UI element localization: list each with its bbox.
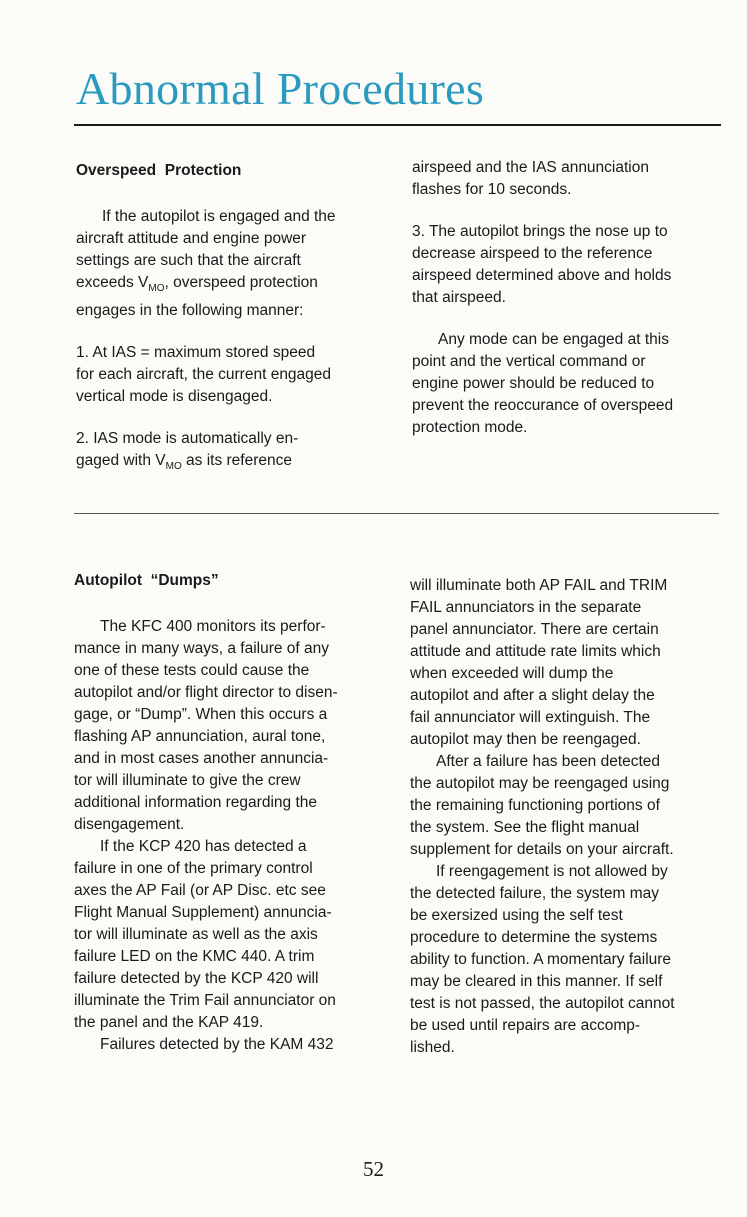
text-line: one of these tests could cause the bbox=[74, 662, 310, 679]
text-line: tor will illuminate to give the crew bbox=[74, 772, 301, 789]
text-line: disengagement. bbox=[74, 816, 185, 833]
section-divider bbox=[74, 513, 719, 514]
overspeed-left-column bbox=[76, 160, 386, 478]
overspeed-item2-line-vmo bbox=[76, 450, 386, 478]
overspeed-p1-line: If the autopilot is engaged and the bbox=[102, 208, 336, 225]
overspeed-p1-line-vmo bbox=[76, 272, 386, 300]
text-line: If the KCP 420 has detected a bbox=[100, 838, 307, 855]
text-line: autopilot and/or flight director to disen- bbox=[74, 684, 338, 701]
overspeed-p2-line: protection mode. bbox=[412, 419, 528, 436]
overspeed-item3-line: airspeed determined above and holds bbox=[412, 267, 672, 284]
dumps-left-text bbox=[74, 616, 386, 1056]
dumps-right-column bbox=[410, 575, 726, 1059]
overspeed-p2-line: engine power should be reduced to bbox=[412, 375, 655, 392]
overspeed-right-column bbox=[412, 157, 722, 439]
overspeed-item1-line: 1. At IAS = maximum stored speed bbox=[76, 344, 316, 361]
overspeed-cont-line: airspeed and the IAS annunciation bbox=[412, 159, 649, 176]
text-line: flashing AP annunciation, aural tone, bbox=[74, 728, 326, 745]
overspeed-p2-line: prevent the reoccurance of overspeed bbox=[412, 397, 674, 414]
text-line: and in most cases another annuncia- bbox=[74, 750, 329, 767]
text-line: FAIL annunciators in the separate bbox=[410, 599, 642, 616]
text-line: test is not passed, the autopilot cannot bbox=[410, 995, 675, 1012]
text-line: failure LED on the KMC 440. A trim bbox=[74, 948, 315, 965]
text-line: may be cleared in this manner. If self bbox=[410, 973, 663, 990]
text-line: will illuminate both AP FAIL and TRIM bbox=[410, 577, 668, 594]
overspeed-p1-line: aircraft attitude and engine power bbox=[76, 230, 307, 247]
title-divider bbox=[74, 124, 721, 126]
text-line: autopilot may then be reengaged. bbox=[410, 731, 641, 748]
text-line: mance in many ways, a failure of any bbox=[74, 640, 330, 657]
overspeed-item3-line: decrease airspeed to the reference bbox=[412, 245, 653, 262]
text-line: lished. bbox=[410, 1039, 455, 1056]
text-fragment: exceeds V bbox=[76, 274, 149, 291]
vmo-subscript: MO bbox=[165, 461, 182, 472]
text-line: failure in one of the primary control bbox=[74, 860, 313, 877]
overspeed-item2-line: 2. IAS mode is automatically en- bbox=[76, 430, 299, 447]
text-line: the panel and the KAP 419. bbox=[74, 1014, 264, 1031]
text-line: additional information regarding the bbox=[74, 794, 317, 811]
text-line: fail annunciator will extinguish. The bbox=[410, 709, 651, 726]
overspeed-p2-line: Any mode can be engaged at this bbox=[438, 331, 669, 348]
text-line: when exceeded will dump the bbox=[410, 665, 614, 682]
overspeed-item1-line: for each aircraft, the current engaged bbox=[76, 366, 332, 383]
text-line: failure detected by the KCP 420 will bbox=[74, 970, 319, 987]
text-line: procedure to determine the systems bbox=[410, 929, 658, 946]
vmo-subscript: MO bbox=[148, 283, 165, 294]
text-line: the remaining functioning portions of bbox=[410, 797, 660, 814]
overspeed-p1-line: settings are such that the aircraft bbox=[76, 252, 301, 269]
text-fragment: , overspeed protection bbox=[164, 274, 318, 291]
text-line: Flight Manual Supplement) annuncia- bbox=[74, 904, 332, 921]
text-line: tor will illuminate as well as the axis bbox=[74, 926, 318, 943]
text-line: supplement for details on your aircraft. bbox=[410, 841, 674, 858]
overspeed-item3-line: 3. The autopilot brings the nose up to bbox=[412, 223, 668, 240]
overspeed-heading: Overspeed Protection bbox=[76, 162, 242, 179]
text-line: axes the AP Fail (or AP Disc. etc see bbox=[74, 882, 326, 899]
text-line: illuminate the Trim Fail annunciator on bbox=[74, 992, 336, 1009]
text-line: the autopilot may be reengaged using bbox=[410, 775, 670, 792]
text-line: panel annunciator. There are certain bbox=[410, 621, 659, 638]
text-fragment: gaged with V bbox=[76, 452, 166, 469]
overspeed-cont-line: flashes for 10 seconds. bbox=[412, 181, 572, 198]
text-line: If reengagement is not allowed by bbox=[436, 863, 668, 880]
text-line: attitude and attitude rate limits which bbox=[410, 643, 661, 660]
text-line: be exersized using the self test bbox=[410, 907, 623, 924]
text-line: After a failure has been detected bbox=[436, 753, 661, 770]
text-line: the system. See the flight manual bbox=[410, 819, 640, 836]
text-line: The KFC 400 monitors its perfor- bbox=[100, 618, 326, 635]
page-title: Abnormal Procedures bbox=[76, 63, 485, 114]
dumps-heading: Autopilot “Dumps” bbox=[74, 572, 219, 589]
text-line: Failures detected by the KAM 432 bbox=[100, 1036, 334, 1053]
text-line: ability to function. A momentary failure bbox=[410, 951, 672, 968]
page-number: 52 bbox=[363, 1157, 384, 1181]
overspeed-p2-line: point and the vertical command or bbox=[412, 353, 646, 370]
text-line: autopilot and after a slight delay the bbox=[410, 687, 655, 704]
overspeed-item3-line: that airspeed. bbox=[412, 289, 506, 306]
overspeed-p1-line: engages in the following manner: bbox=[76, 302, 304, 319]
text-fragment: as its reference bbox=[181, 452, 293, 469]
text-line: the detected failure, the system may bbox=[410, 885, 659, 902]
dumps-left-column bbox=[74, 570, 386, 1056]
text-line: be used until repairs are accomp- bbox=[410, 1017, 641, 1034]
overspeed-item1-line: vertical mode is disengaged. bbox=[76, 388, 273, 405]
text-line: gage, or “Dump”. When this occurs a bbox=[74, 706, 328, 723]
